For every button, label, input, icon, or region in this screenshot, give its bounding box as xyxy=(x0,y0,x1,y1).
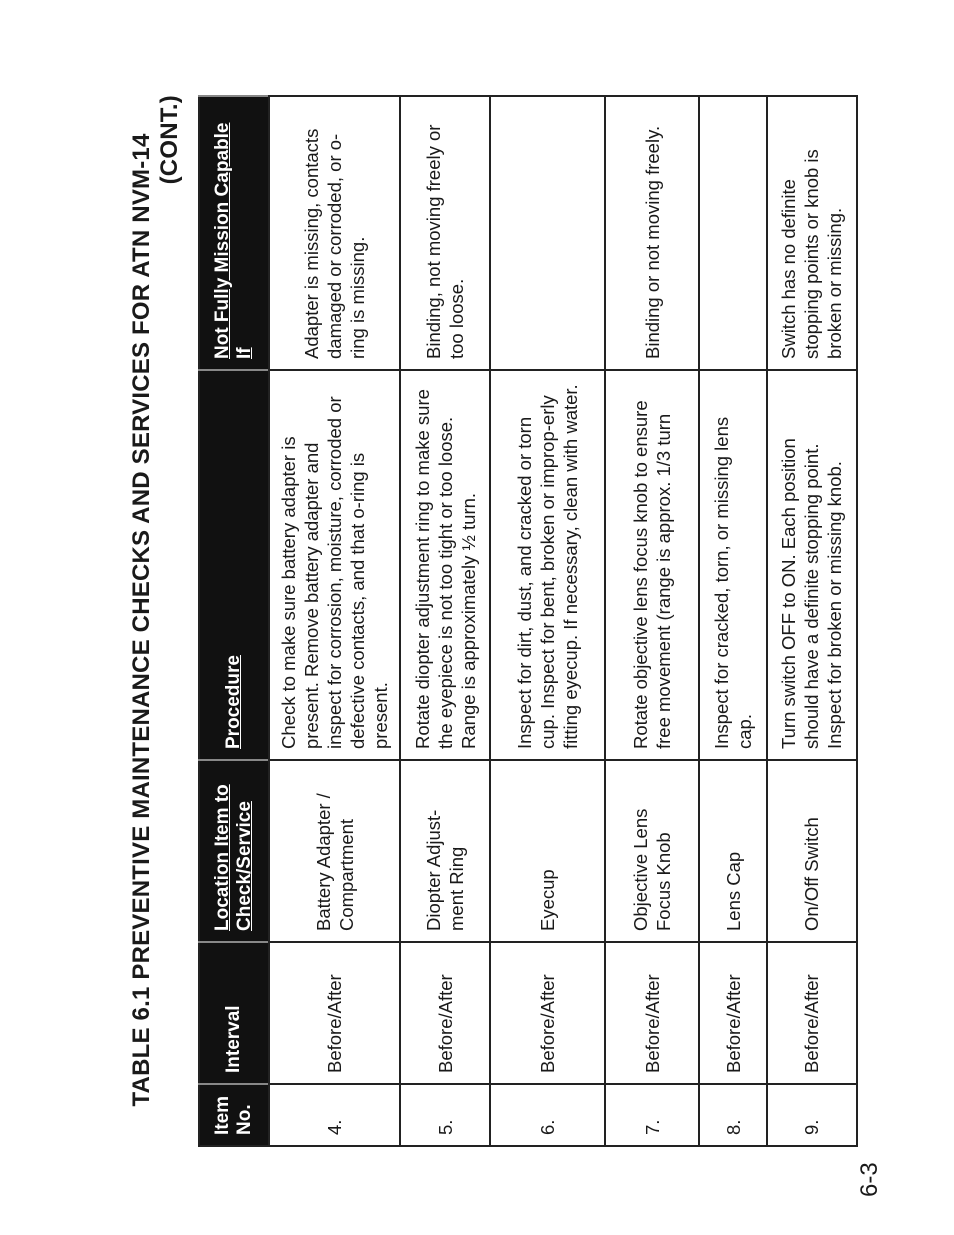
cell-interval: Before/After xyxy=(269,942,400,1084)
header-nfmc: Not Fully Mission Capable If xyxy=(199,96,269,370)
page-number: 6-3 xyxy=(856,1162,883,1197)
cell-procedure: Turn switch OFF to ON. Each position should have a definite stopping point. Inspect for broken or missing knob. xyxy=(767,370,857,760)
table-row xyxy=(699,96,767,1146)
header-procedure: Procedure xyxy=(199,370,269,760)
cell-procedure: Inspect for cracked, torn, or missing lens cap. xyxy=(699,370,767,760)
cell-item: 8. xyxy=(699,1084,767,1146)
pmcs-table xyxy=(198,95,858,1147)
cell-interval: Before/After xyxy=(400,942,490,1084)
table-row xyxy=(605,96,699,1146)
cell-nfmc xyxy=(490,96,605,370)
cell-location: Objective Lens Focus Knob xyxy=(605,760,699,942)
cell-item: 9. xyxy=(767,1084,857,1146)
cell-interval: Before/After xyxy=(767,942,857,1084)
cell-location: Lens Cap xyxy=(699,760,767,942)
table-row xyxy=(767,96,857,1146)
cell-nfmc: Adapter is missing, contacts damaged or corroded, or o-ring is missing. xyxy=(269,96,400,370)
cell-location: Battery Adapter / Compartment xyxy=(269,760,400,942)
table-row xyxy=(400,96,490,1146)
table-row xyxy=(269,96,400,1146)
cell-item: 7. xyxy=(605,1084,699,1146)
cell-interval: Before/After xyxy=(605,942,699,1084)
cell-nfmc: Switch has no definite stopping points or knob is broken or missing. xyxy=(767,96,857,370)
cell-interval: Before/After xyxy=(699,942,767,1084)
header-interval: Interval xyxy=(199,942,269,1084)
header-location: Location Item to Check/Service xyxy=(199,760,269,942)
cell-nfmc: Binding, not moving freely or too loose. xyxy=(400,96,490,370)
cell-interval: Before/After xyxy=(490,942,605,1084)
header-item-no: Item No. xyxy=(199,1084,269,1146)
cell-location: On/Off Switch xyxy=(767,760,857,942)
header-row xyxy=(199,96,269,1146)
cell-item: 6. xyxy=(490,1084,605,1146)
cell-item: 5. xyxy=(400,1084,490,1146)
table-title: TABLE 6.1 PREVENTIVE MAINTENANCE CHECKS AND SERVICES FOR ATN NVM-14 xyxy=(128,133,155,1107)
cell-procedure: Rotate objective lens focus knob to ensure free movement (range is approx. 1/3 turn xyxy=(605,370,699,760)
table-row xyxy=(490,96,605,1146)
cell-procedure: Check to make sure battery adapter is present. Remove battery adapter and inspect for corrosion, moisture, corroded or defective contacts, and that o-ring is present. xyxy=(269,370,400,760)
cell-procedure: Rotate diopter adjustment ring to make sure the eyepiece is not too tight or too loose. Range is approximately ½ turn. xyxy=(400,370,490,760)
cell-location: Diopter Adjust-ment Ring xyxy=(400,760,490,942)
cell-item: 4. xyxy=(269,1084,400,1146)
cell-nfmc xyxy=(699,96,767,370)
cell-location: Eyecup xyxy=(490,760,605,942)
table-title-cont: (CONT.) xyxy=(156,95,183,185)
cell-nfmc: Binding or not moving freely. xyxy=(605,96,699,370)
cell-procedure: Inspect for dirt, dust, and cracked or torn cup. Inspect for bent, broken or improp-erly fitting eyecup. If necessary, clean with water. xyxy=(490,370,605,760)
